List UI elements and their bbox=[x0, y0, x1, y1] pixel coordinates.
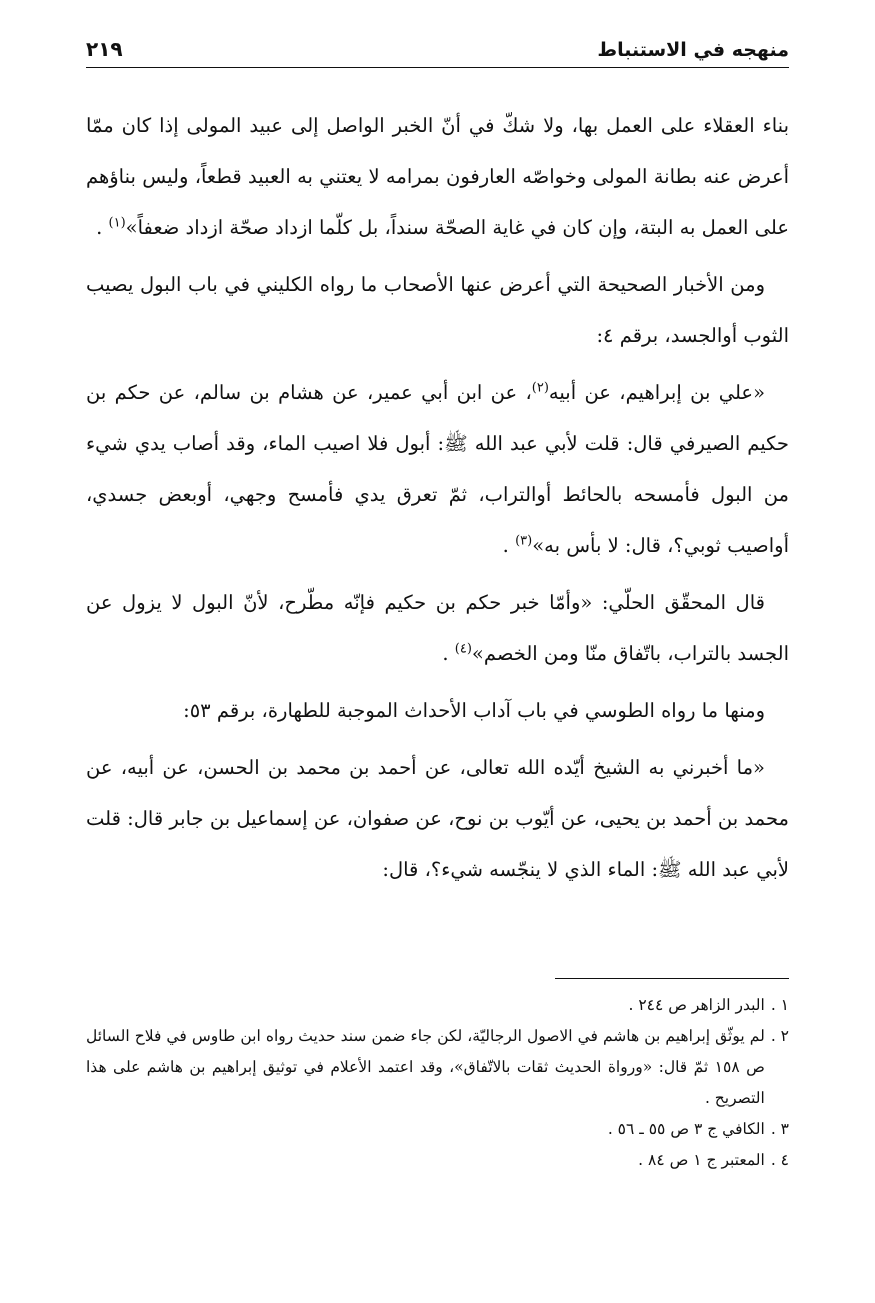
paragraph-1 bbox=[86, 100, 789, 253]
paragraph-3-text-a: «علي بن إبراهيم، عن أبيه bbox=[548, 381, 766, 404]
footnote-number: ١ . bbox=[770, 996, 789, 1014]
footnote-2 bbox=[86, 1021, 789, 1114]
paragraph-6: «ما أخبرني به الشيخ أيّده الله تعالى، عن أحمد بن محمد بن الحسن، عن أبيه، عن محمد بن أحمد بن يحيى، عن أيّوب بن نوح، عن صفوان، عن إسماعيل بن جابر قال: قلت لأبي عبد الله ﷺ: الماء الذي لا ينجّسه شيء؟، قال: bbox=[86, 756, 789, 881]
footnote-ref-4: (٤) bbox=[454, 641, 472, 657]
footnote-4 bbox=[86, 1145, 789, 1176]
footnote-text: المعتبر ج ١ ص ٨٤ . bbox=[638, 1151, 765, 1169]
footnote-text: لم يوثّق إبراهيم بن هاشم في الاصول الرجاليّة، لكن جاء ضمن سند حديث رواه ابن طاوس في فلاح السائل ص ١٥٨ ثمّ قال: «ورواة الحديث ثقات بالاتّفاق»، وقد اعتمد الأعلام في توثيق إبراهيم بن هاشم على هذا التصريح . bbox=[86, 1027, 765, 1107]
page-number: ٢١٩ bbox=[86, 37, 123, 61]
footnotes bbox=[86, 990, 789, 1176]
footnote-3 bbox=[86, 1114, 789, 1145]
main-text bbox=[86, 100, 789, 901]
paragraph-4-end: . bbox=[442, 642, 455, 665]
paragraph-4 bbox=[86, 577, 789, 679]
footnote-number: ٢ . bbox=[770, 1027, 789, 1045]
running-title: منهجه في الاستنباط bbox=[597, 39, 789, 61]
paragraph-3-text-b: ، عن ابن أبي عمير، عن هشام بن سالم، عن حكم بن حكيم الصيرفي قال: قلت لأبي عبد الله ﷺ: أبول فلا اصيب الماء، وقد أصاب يدي شيء من البول فأمسحه بالحائط أوالتراب، ثمّ تعرق يدي فأمسح وجهي، أوبعض جسدي، أواصيب ثوبي؟، قال: لا بأس به» bbox=[86, 381, 789, 557]
footnote-ref-3: (٣) bbox=[515, 533, 533, 549]
footnote-number: ٤ . bbox=[770, 1151, 789, 1169]
paragraph-3 bbox=[86, 367, 789, 571]
footnote-1 bbox=[86, 990, 789, 1021]
footnote-text: البدر الزاهر ص ٢٤٤ . bbox=[628, 996, 765, 1014]
paragraph-5: ومنها ما رواه الطوسي في باب آداب الأحداث الموجبة للطهارة، برقم ٥٣: bbox=[183, 699, 765, 722]
paragraph-3-end: . bbox=[502, 534, 516, 557]
paragraph-4-text: قال المحقّق الحلّي: «وأمّا خبر حكم بن حكيم فإنّه مطّرح، لأنّ البول لا يزول عن الجسد بالتراب، باتّفاق منّا ومن الخصم» bbox=[86, 591, 789, 665]
footnote-ref-1: (١) bbox=[108, 215, 126, 231]
paragraph-2: ومن الأخبار الصحيحة التي أعرض عنها الأصحاب ما رواه الكليني في باب البول يصيب الثوب أوالجسد، برقم ٤: bbox=[86, 273, 789, 347]
footnote-ref-2: (٢) bbox=[531, 380, 549, 396]
paragraph-1-end: . bbox=[96, 216, 109, 239]
paragraph-1-text: بناء العقلاء على العمل بها، ولا شكّ في أنّ الخبر الواصل إلى عبيد المولى إذا كان ممّا أعرض عنه بطانة المولى وخواصّه العارفون بمرامه لا يعتني به العبيد قطعاً، وليس بناؤهم على العمل به البتة، وإن كان في غاية الصحّة سنداً، بل كلّما ازداد صحّة ازداد ضعفاً» bbox=[86, 114, 789, 239]
footnote-divider bbox=[555, 978, 789, 979]
footnote-number: ٣ . bbox=[770, 1120, 789, 1138]
footnote-text: الكافي ج ٣ ص ٥٥ ـ ٥٦ . bbox=[607, 1120, 765, 1138]
page-header bbox=[86, 28, 789, 68]
